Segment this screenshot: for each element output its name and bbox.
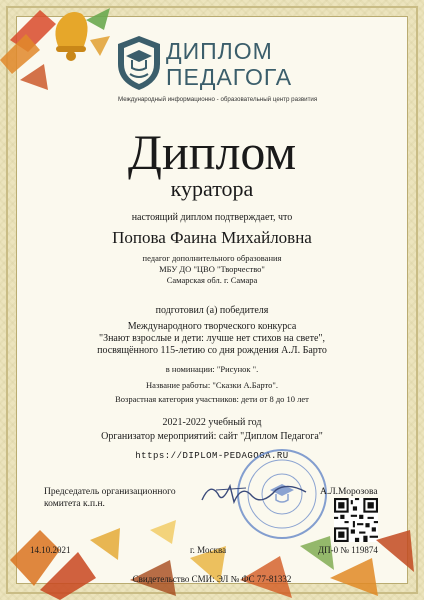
website-link[interactable]: https://DIPLOM-PEDAGOGA.RU xyxy=(135,451,289,461)
issue-date: 14.10.2021 xyxy=(30,545,71,555)
chairman-line-1: Председатель организационного xyxy=(44,487,176,497)
recipient-name: Попова Фаина Михайловна xyxy=(112,228,312,247)
chairman-line-2: комитета к.п.н. xyxy=(44,499,105,509)
issue-city: г. Москва xyxy=(190,545,227,555)
signatory-name: А.Л.Морозова xyxy=(320,487,378,497)
logo-shield-icon xyxy=(116,34,162,92)
confirm-text: настоящий диплом подтверждает, что xyxy=(131,212,293,223)
diploma-title: Диплом xyxy=(127,124,297,180)
school-year: 2021-2022 учебный год xyxy=(162,417,262,428)
age-category: Возрастная категория участников: дети от 8 до 10 лет xyxy=(115,394,309,404)
work-title: Название работы: "Сказки А.Барто". xyxy=(146,380,278,390)
prepared-text: подготовил (а) победителя xyxy=(155,305,269,316)
contest-line-2: "Знают взрослые и дети: лучше нет стихов на свете", xyxy=(98,333,325,344)
recipient-institution: МБУ ДО "ЦВО "Творчество" xyxy=(159,264,265,274)
bell-leaves-decoration xyxy=(0,0,120,110)
contest-line-3: посвящённого 115-летию со дня рождения А.Л. Барто xyxy=(97,345,327,356)
recipient-location: Самарская обл. г. Самара xyxy=(166,275,258,285)
recipient-position: педагог дополнительного образования xyxy=(142,253,282,263)
diploma-subtitle: куратора xyxy=(170,176,254,201)
logo-line2: ПЕДАГОГА xyxy=(166,64,293,90)
logo-text xyxy=(166,38,292,90)
organizer: Организатор мероприятий: сайт "Диплом Педагога" xyxy=(101,431,323,442)
diploma-number: ДП-0 № 119874 xyxy=(318,545,378,555)
media-registration: Свидетельство СМИ: ЭЛ № ФС 77-81332 xyxy=(132,574,292,584)
contest-line-1: Международного творческого конкурса xyxy=(127,321,297,332)
logo-tagline: Международный информационно - образовательный центр развития xyxy=(118,96,318,103)
logo-line1: ДИПЛОМ xyxy=(166,38,273,64)
nomination: в номинации: "Рисунок ". xyxy=(165,364,259,374)
